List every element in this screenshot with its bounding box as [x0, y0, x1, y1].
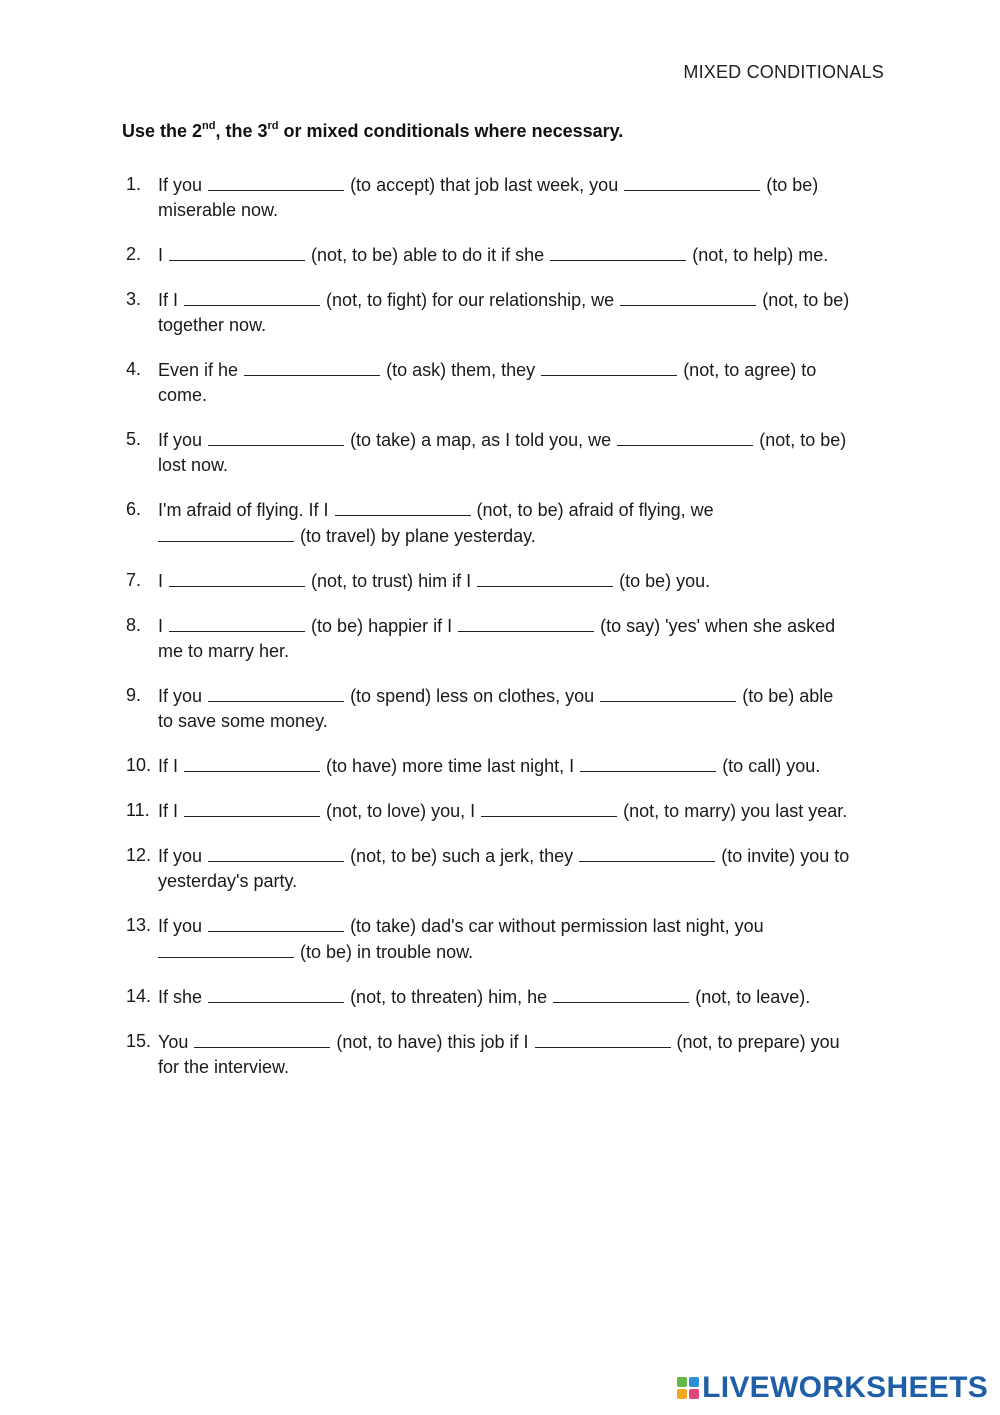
answer-blank[interactable] — [481, 798, 617, 817]
exercise-text: to save some money. — [158, 711, 328, 731]
exercise-number: 11. — [126, 800, 150, 820]
exercise-text: (not, to agree) to — [683, 360, 817, 380]
exercise-item-5 — [126, 427, 886, 478]
answer-blank[interactable] — [580, 753, 716, 772]
exercise-text: miserable now. — [158, 200, 279, 220]
exercise-text: If you — [158, 175, 203, 195]
exercise-text: I — [158, 616, 164, 636]
exercise-text: (not, to leave). — [695, 987, 811, 1007]
answer-blank[interactable] — [244, 357, 380, 376]
answer-blank[interactable] — [600, 683, 736, 702]
answer-blank[interactable] — [208, 683, 344, 702]
exercise-item-11 — [126, 798, 886, 824]
instruction-text: , the 3 — [215, 121, 268, 141]
exercise-text: (not, to fight) for our relationship, we — [326, 290, 615, 310]
exercise-text: (to have) more time last night, I — [326, 756, 575, 776]
exercise-item-2 — [126, 242, 886, 268]
exercise-item-9 — [126, 683, 886, 734]
exercise-number: 8. — [126, 615, 142, 635]
exercise-text: If I — [158, 801, 179, 821]
answer-blank[interactable] — [477, 568, 613, 587]
exercise-text: (to travel) by plane yesterday. — [300, 526, 536, 546]
answer-blank[interactable] — [541, 357, 677, 376]
exercise-number: 15. — [126, 1031, 152, 1051]
answer-blank[interactable] — [158, 523, 294, 542]
answer-blank[interactable] — [535, 1029, 671, 1048]
exercise-text: (not, to help) me. — [692, 245, 829, 265]
exercise-item-4 — [126, 357, 886, 408]
exercise-item-3 — [126, 287, 886, 338]
exercise-text: (to be) you. — [619, 571, 711, 591]
exercise-item-7 — [126, 568, 886, 594]
exercise-text: (to be) in trouble now. — [300, 942, 474, 962]
exercise-text: If you — [158, 846, 203, 866]
exercise-text: Even if he — [158, 360, 239, 380]
exercise-text: If I — [158, 290, 179, 310]
exercise-number: 12. — [126, 845, 152, 865]
exercise-text: (to invite) you to — [721, 846, 850, 866]
exercise-number: 2. — [126, 244, 142, 264]
exercise-number: 9. — [126, 685, 142, 705]
exercise-number: 10. — [126, 755, 152, 775]
exercise-text: me to marry her. — [158, 641, 290, 661]
answer-blank[interactable] — [579, 843, 715, 862]
exercise-text: (not, to marry) you last year. — [623, 801, 848, 821]
exercise-text: If I — [158, 756, 179, 776]
page-header-title: MIXED CONDITIONALS — [683, 62, 884, 82]
exercise-item-6 — [126, 497, 886, 549]
exercise-text: (not, to have) this job if I — [336, 1032, 529, 1052]
exercise-text: (not, to be) — [762, 290, 850, 310]
exercise-text: (not, to love) you, I — [326, 801, 476, 821]
exercise-text: (not, to prepare) you — [676, 1032, 840, 1052]
instruction-text: Use the 2 — [122, 121, 203, 141]
exercise-text: I'm afraid of flying. If I — [158, 500, 329, 520]
exercise-item-8 — [126, 613, 886, 664]
exercise-number: 5. — [126, 429, 142, 449]
exercise-text: If you — [158, 916, 203, 936]
exercise-text: (to take) a map, as I told you, we — [350, 430, 612, 450]
exercise-text: (not, to be) able to do it if she — [311, 245, 545, 265]
exercise-text: (not, to threaten) him, he — [350, 987, 548, 1007]
answer-blank[interactable] — [624, 172, 760, 191]
exercise-text: lost now. — [158, 455, 229, 475]
exercise-number: 1. — [126, 174, 142, 194]
exercise-number: 3. — [126, 289, 142, 309]
exercise-text: If you — [158, 430, 203, 450]
exercise-number: 6. — [126, 499, 142, 519]
instruction-superscript-rd: rd — [267, 120, 279, 132]
exercise-text: (to be) — [766, 175, 819, 195]
exercise-text: (to call) you. — [722, 756, 821, 776]
answer-blank[interactable] — [620, 287, 756, 306]
exercise-text: (to accept) that job last week, you — [350, 175, 619, 195]
exercise-item-12 — [126, 843, 886, 894]
liveworksheets-logo[interactable] — [677, 1371, 988, 1405]
exercise-text: yesterday's party. — [158, 871, 298, 891]
answer-blank[interactable] — [550, 242, 686, 261]
exercise-text: You — [158, 1032, 189, 1052]
answer-blank[interactable] — [184, 287, 320, 306]
exercise-list — [126, 172, 886, 1080]
answer-blank[interactable] — [169, 568, 305, 587]
answer-blank[interactable] — [194, 1029, 330, 1048]
answer-blank[interactable] — [617, 427, 753, 446]
answer-blank[interactable] — [169, 242, 305, 261]
exercise-text: If you — [158, 686, 203, 706]
exercise-number: 14. — [126, 986, 152, 1006]
answer-blank[interactable] — [458, 613, 594, 632]
exercise-text: come. — [158, 385, 208, 405]
exercise-text: (not, to be) afraid of flying, we — [476, 500, 714, 520]
exercise-item-14 — [126, 984, 886, 1010]
exercise-text: together now. — [158, 315, 267, 335]
exercise-item-15 — [126, 1029, 886, 1080]
exercise-text: (to ask) them, they — [386, 360, 536, 380]
exercise-number: 4. — [126, 359, 142, 379]
answer-blank[interactable] — [208, 913, 344, 932]
exercise-text: for the interview. — [158, 1057, 290, 1077]
exercise-text: (not, to be) such a jerk, they — [350, 846, 574, 866]
logo-text: LIVEWORKSHEETS — [702, 1371, 988, 1404]
exercise-text: (to spend) less on clothes, you — [350, 686, 595, 706]
exercise-item-13 — [126, 913, 886, 965]
answer-blank[interactable] — [208, 172, 344, 191]
answer-blank[interactable] — [184, 798, 320, 817]
exercise-text: (to take) dad's car without permission last night, you — [350, 916, 764, 936]
exercise-text: (to be) able — [742, 686, 834, 706]
instruction-heading — [122, 121, 623, 142]
instruction-superscript-nd: nd — [202, 120, 216, 132]
instruction-text: or mixed conditionals where necessary. — [278, 121, 624, 141]
answer-blank[interactable] — [158, 939, 294, 958]
exercise-text: (not, to trust) him if I — [311, 571, 472, 591]
exercise-text: I — [158, 571, 164, 591]
exercise-item-10 — [126, 753, 886, 779]
exercise-text: (to be) happier if I — [311, 616, 453, 636]
exercise-number: 13. — [126, 915, 152, 935]
answer-blank[interactable] — [208, 843, 344, 862]
answer-blank[interactable] — [169, 613, 305, 632]
exercise-text: (to say) 'yes' when she asked — [600, 616, 836, 636]
answer-blank[interactable] — [335, 497, 471, 516]
answer-blank[interactable] — [184, 753, 320, 772]
answer-blank[interactable] — [208, 984, 344, 1003]
exercise-item-1 — [126, 172, 886, 223]
liveworksheets-logo-icon — [677, 1377, 699, 1399]
exercise-text: (not, to be) — [759, 430, 847, 450]
exercise-text: If she — [158, 987, 203, 1007]
exercise-number: 7. — [126, 570, 142, 590]
answer-blank[interactable] — [208, 427, 344, 446]
answer-blank[interactable] — [553, 984, 689, 1003]
exercise-text: I — [158, 245, 164, 265]
